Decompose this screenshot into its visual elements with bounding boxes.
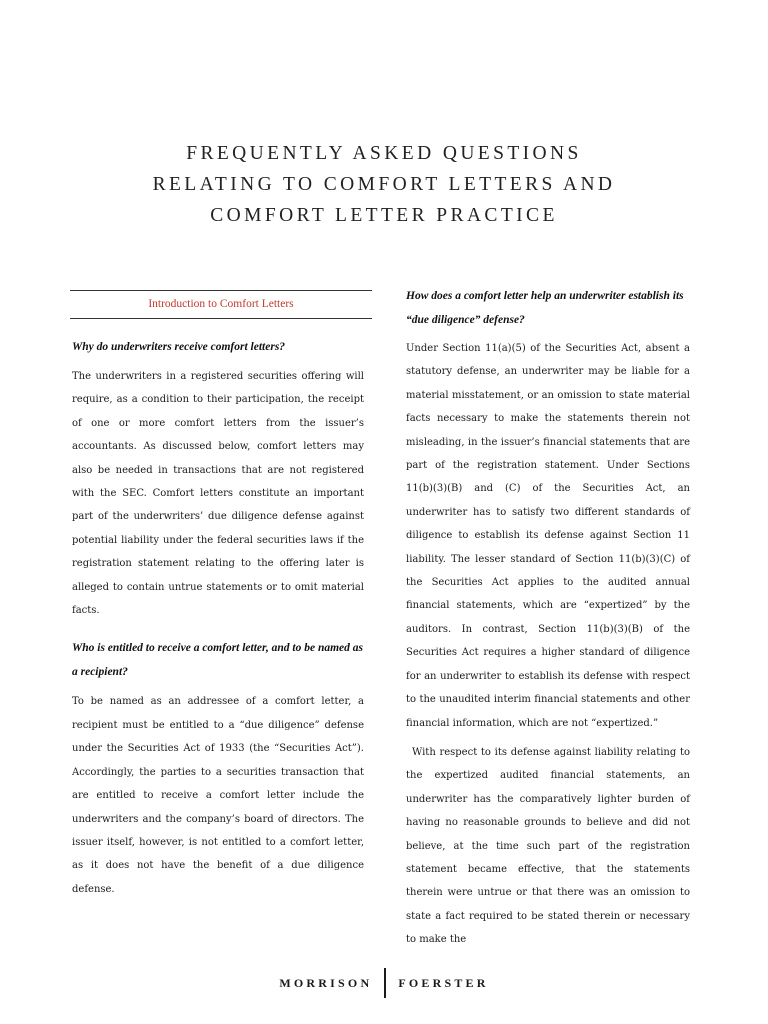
right-column [406, 284, 690, 952]
answer-who-entitled: To be named as an addressee of a comfort letter, a recipient must be entitled to a “due diligence” defense under the Securities Act of 1933 (the “Securities Act”). Accordingly, the parties to a securities transaction that are entitled to receive a comfort letter include the underwriters and the company’s board of directors. The issuer itself, however, is not entitled to a comfort letter, as it does not have the benefit of a due diligence defense. [72, 696, 364, 895]
title-line-3: COMFORT LETTER PRACTICE [210, 205, 558, 226]
footer-name-right: FOERSTER [398, 975, 489, 990]
answer-due-diligence-p1: Under Section 11(a)(5) of the Securities Act, absent a statutory defense, an underwriter may be liable for a material misstatement, or an omission to state material facts necessary to make the statements therein not misleading, in the issuer’s financial statements that are part of the registration statement. Under Sections 11(b)(3)(B) and (C) of the Securities Act, an underwriter has to satisfy two different standards of diligence to establish its defense against Section 11 liability. The lesser standard of Section 11(b)(3)(C) of the Securities Act applies to the audited annual financial statements, which are “expertized” by the auditors. In contrast, Section 11(b)(3)(B) of the Securities Act requires a higher standard of diligence for an underwriter to establish its defense with respect to the unaudited interim financial statements and other financial information, which are not “expertized.” [406, 343, 690, 729]
question-due-diligence: How does a comfort letter help an underwriter establish its “due diligence” defense? [406, 290, 684, 326]
answer-due-diligence-p2: With respect to its defense against liability relating to the expertized audited financial statements, an underwriter has the comparatively lighter burden of having no reasonable grounds to believe and did not believe, at the time such part of the registration statement became effective, that the statements therein were untrue or that there was an omission to state a fact required to be stated therein or necessary to make the [406, 746, 690, 946]
answer-why-comfort-letters: The underwriters in a registered securities offering will require, as a condition to their participation, the receipt of one or more comfort letters from the issuer’s accountants. As discussed below, comfort letters may also be needed in transactions that are not registered with the SEC. Comfort letters constitute an important part of the underwriters’ due diligence defense against potential liability under the federal securities laws if the registration statement relating to the offering later is alleged to contain untrue statements or to omit material facts. [72, 371, 364, 617]
section-heading: Introduction to Comfort Letters [70, 290, 372, 319]
question-why-comfort-letters: Why do underwriters receive comfort letters? [72, 341, 286, 353]
question-who-entitled: Who is entitled to receive a comfort letter, and to be named as a recipient? [72, 642, 363, 679]
footer-name-left: MORRISON [279, 975, 373, 990]
footer-logo [0, 968, 768, 998]
title-line-1: FREQUENTLY ASKED QUESTIONS [186, 143, 582, 164]
left-column [72, 290, 364, 901]
footer-divider [384, 968, 386, 998]
document-title [0, 138, 768, 231]
title-line-2: RELATING TO COMFORT LETTERS AND [152, 174, 616, 195]
